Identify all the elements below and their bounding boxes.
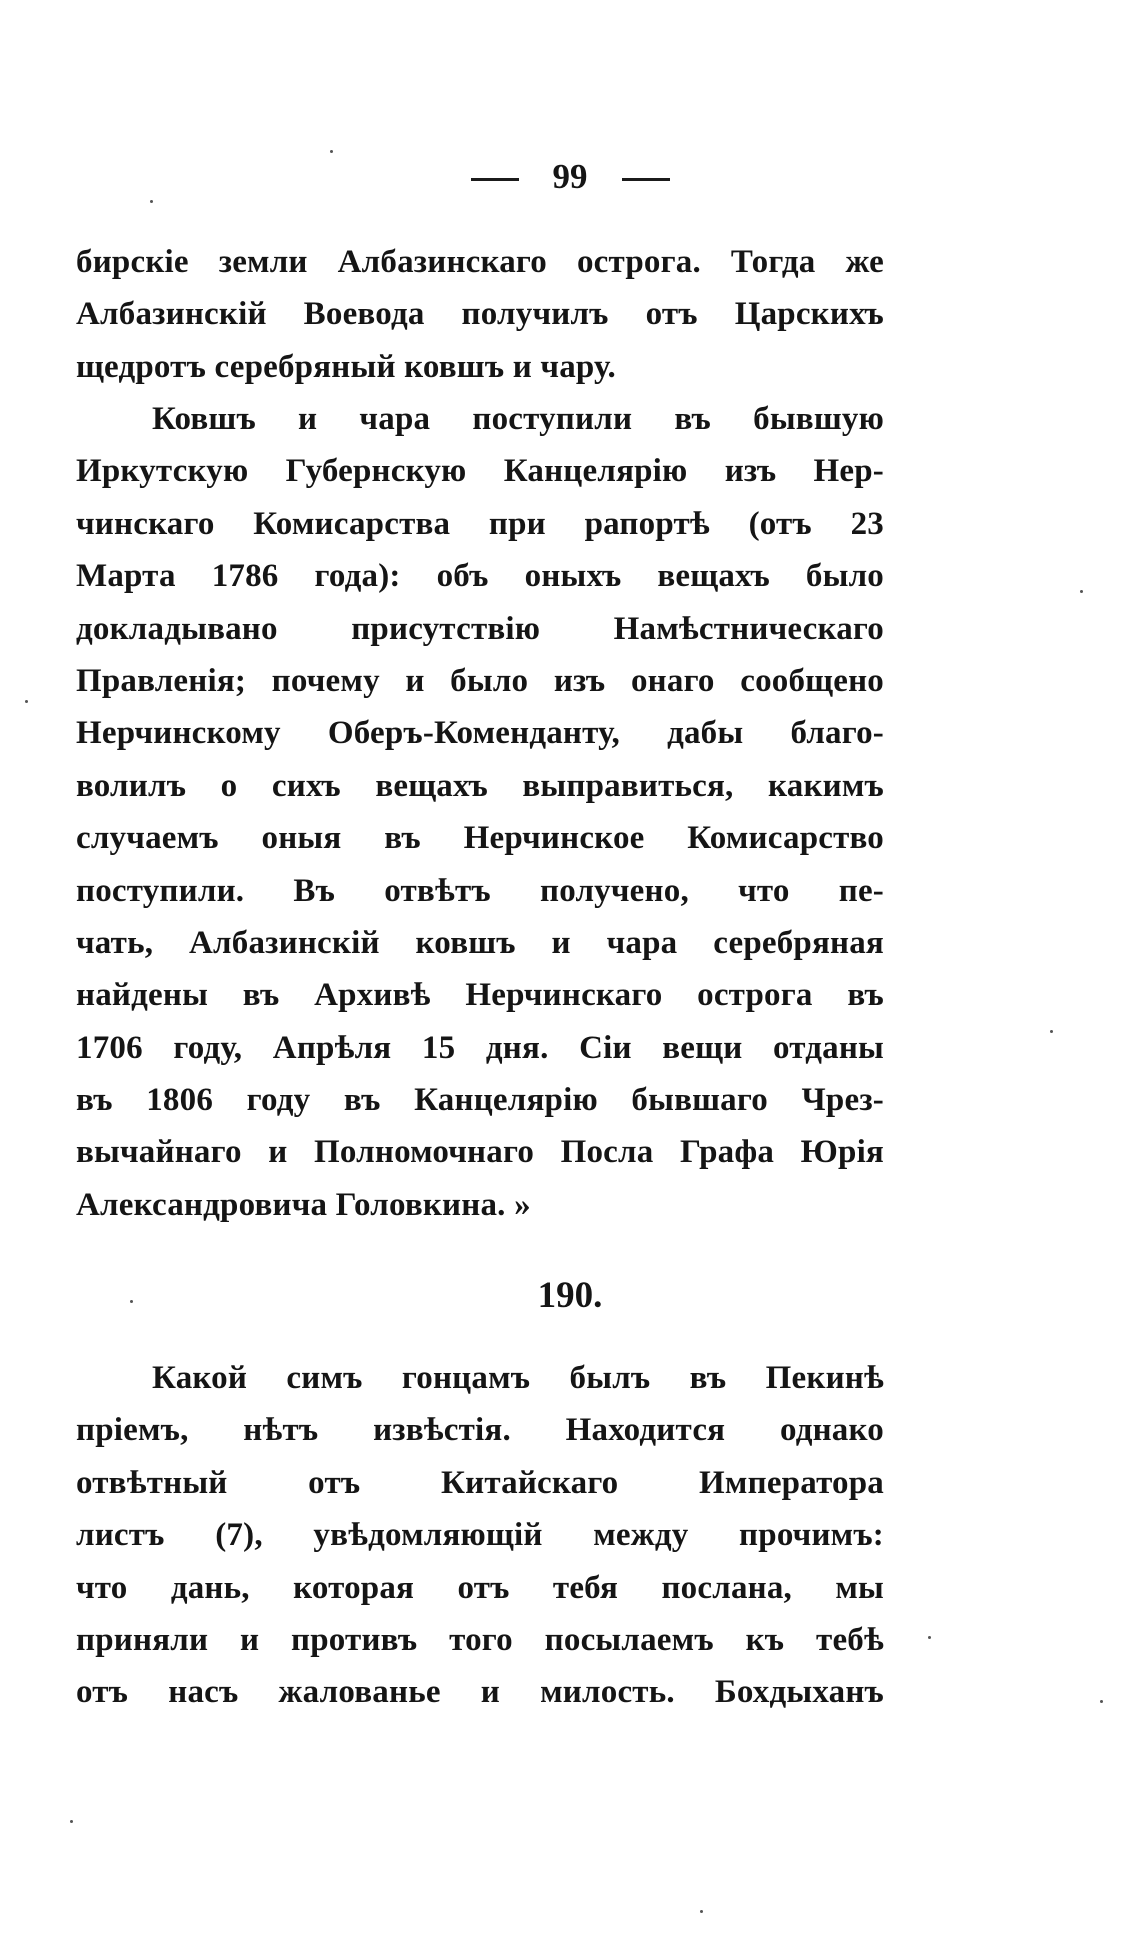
text-line: Какой симъ гонцамъ былъ въ Пекинѣ [152,1360,884,1396]
paragraph-gontsy [76,1352,884,1719]
paper-speck [700,1910,703,1913]
paper-speck [150,200,153,203]
left-dash [471,178,519,181]
page-number: 99 [552,157,588,196]
text-line: листъ (7), увѣдомляющій между прочимъ: [76,1517,884,1554]
paragraph-continuation [76,236,884,393]
paper-speck [330,150,333,153]
text-line: найдены въ Архивѣ Нерчинскаго острога въ [76,977,884,1014]
section-number: 190. [537,1275,603,1316]
right-dash [622,178,670,181]
text-line: докладывано присутствію Намѣстническаго [76,610,884,647]
paragraph-kovsh [76,393,884,1231]
text-line: что дань, которая отъ тебя послана, мы [76,1569,884,1606]
paper-speck [130,1300,133,1303]
text-line: Нерчинскому Оберъ-Коменданту, дабы благо- [76,715,884,752]
text-line: пріемъ, нѣтъ извѣстія. Находится однако [76,1412,884,1449]
text-line: волилъ о сихъ вещахъ выправиться, какимъ [76,767,884,804]
text-line: вычайнаго и Полномочнаго Посла Графа Юрія [76,1134,884,1171]
text-line: бирскіе земли Албазинскаго острога. Тогда же [76,244,884,280]
paper-speck [25,700,28,703]
paper-speck [70,1820,73,1823]
text-line: Правленія; почему и было изъ онаго сообщено [76,662,884,699]
paper-speck [1100,1700,1103,1703]
text-line: 1706 году, Апрѣля 15 дня. Сіи вещи отданы [76,1029,884,1066]
text-line: Марта 1786 года): объ оныхъ вещахъ было [76,558,884,595]
paper-speck [928,1636,931,1639]
page-number-header [0,155,1140,199]
paper-speck [1050,1030,1053,1033]
text-line: поступили. Въ отвѣтъ получено, что пе- [76,872,884,909]
text-line: отъ насъ жалованье и милость. Бохдыханъ [76,1674,884,1711]
text-line: Иркутскую Губернскую Канцелярію изъ Нер- [76,453,884,490]
text-line: Ковшъ и чара поступили въ бывшую [152,401,884,437]
text-line: чинскаго Комисарства при рапортѣ (отъ 23 [76,505,884,542]
paper-speck [1080,590,1083,593]
text-line: чать, Албазинскій ковшъ и чара серебряная [76,924,884,961]
text-line: въ 1806 году въ Канцелярію бывшаго Чрез- [76,1082,884,1119]
text-line: Албазинскій Воевода получилъ отъ Царскихъ [76,296,884,333]
text-line: приняли и противъ того посылаемъ къ тебѣ [76,1621,884,1658]
text-line: Александровича Головкина. » [76,1186,531,1223]
text-line: отвѣтный отъ Китайскаго Императора [76,1464,884,1501]
text-line: щедротъ серебряный ковшъ и чару. [76,348,616,385]
text-line: случаемъ оныя въ Нерчинское Комисарство [76,820,884,857]
